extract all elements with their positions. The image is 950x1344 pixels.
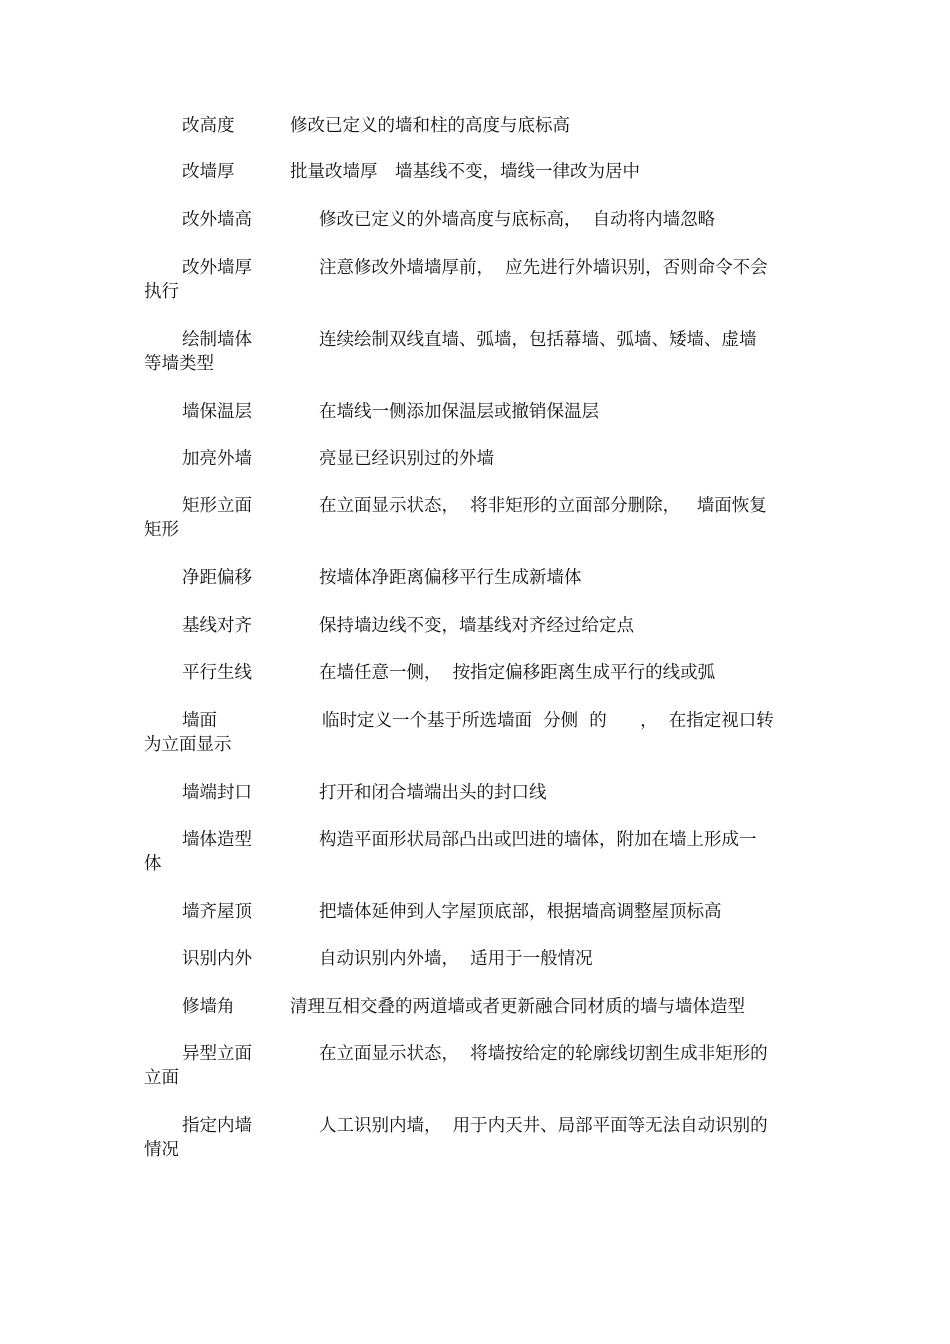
entry-description: 注意修改外墙墙厚前， 应先进行外墙识别，否则命令不会 bbox=[319, 258, 768, 278]
entry-term: 基线对齐 bbox=[182, 616, 252, 636]
entry-term: 绘制墙体 bbox=[182, 330, 252, 350]
entry-description-continued: 立面 bbox=[144, 1068, 179, 1088]
entry-term: 平行生线 bbox=[182, 663, 252, 683]
entry-description: 亮显已经识别过的外墙 bbox=[319, 449, 494, 469]
entry-description: 连续绘制双线直墙、弧墙，包括幕墙、弧墙、矮墙、虚墙 bbox=[319, 330, 757, 350]
entry-description: 自动识别内外墙， 适用于一般情况 bbox=[319, 949, 593, 969]
entry-description: 在墙线一侧添加保温层或撤销保温层 bbox=[319, 402, 599, 422]
entry-description: 在墙任意一侧， 按指定偏移距离生成平行的线或弧 bbox=[319, 663, 716, 683]
entry-term: 指定内墙 bbox=[182, 1116, 252, 1136]
entry-description-continued: 执行 bbox=[144, 282, 179, 302]
entry-description: 在立面显示状态， 将非矩形的立面部分删除， 墙面恢复 bbox=[319, 496, 767, 516]
entry-term: 墙体造型 bbox=[182, 830, 252, 850]
entry-description: 临时定义一个基于所选墙面 分侧 的 ， 在指定视口转 bbox=[322, 711, 774, 731]
entry-description: 修改已定义的墙和柱的高度与底标高 bbox=[290, 116, 570, 136]
entry-description-continued: 为立面显示 bbox=[144, 735, 232, 755]
entry-term: 改高度 bbox=[182, 116, 235, 136]
entry-term: 改墙厚 bbox=[182, 162, 235, 182]
entry-description: 把墙体延伸到人字屋顶底部，根据墙高调整屋顶标高 bbox=[319, 902, 722, 922]
entry-term: 墙面 bbox=[182, 711, 217, 731]
entry-term: 异型立面 bbox=[182, 1044, 252, 1064]
entry-description: 按墙体净距离偏移平行生成新墙体 bbox=[319, 568, 582, 588]
entry-term: 墙齐屋顶 bbox=[182, 902, 252, 922]
entry-description-continued: 情况 bbox=[144, 1140, 179, 1160]
entry-description: 保持墙边线不变，墙基线对齐经过给定点 bbox=[319, 616, 634, 636]
entry-description: 修改已定义的外墙高度与底标高， 自动将内墙忽略 bbox=[319, 210, 716, 230]
entry-description-continued: 等墙类型 bbox=[144, 354, 214, 374]
entry-description: 打开和闭合墙端出头的封口线 bbox=[319, 783, 547, 803]
entry-term: 识别内外 bbox=[182, 949, 252, 969]
entry-description: 人工识别内墙， 用于内天井、局部平面等无法自动识别的 bbox=[319, 1116, 768, 1136]
entry-term: 加亮外墙 bbox=[182, 449, 252, 469]
entry-term: 改外墙高 bbox=[182, 210, 252, 230]
entry-description: 构造平面形状局部凸出或凹进的墙体，附加在墙上形成一 bbox=[319, 830, 757, 850]
entry-term: 净距偏移 bbox=[182, 568, 252, 588]
entry-term: 矩形立面 bbox=[182, 496, 252, 516]
entry-description-continued: 矩形 bbox=[144, 520, 179, 540]
entry-description-continued: 体 bbox=[144, 854, 162, 874]
entry-term: 墙保温层 bbox=[182, 402, 252, 422]
entry-description: 清理互相交叠的两道墙或者更新融合同材质的墙与墙体造型 bbox=[290, 997, 745, 1017]
entry-description: 在立面显示状态， 将墙按给定的轮廓线切割生成非矩形的 bbox=[319, 1044, 768, 1064]
entry-term: 改外墙厚 bbox=[182, 258, 252, 278]
entry-description: 批量改墙厚 墙基线不变，墙线一律改为居中 bbox=[290, 162, 640, 182]
entry-term: 修墙角 bbox=[182, 997, 235, 1017]
entry-term: 墙端封口 bbox=[182, 783, 252, 803]
